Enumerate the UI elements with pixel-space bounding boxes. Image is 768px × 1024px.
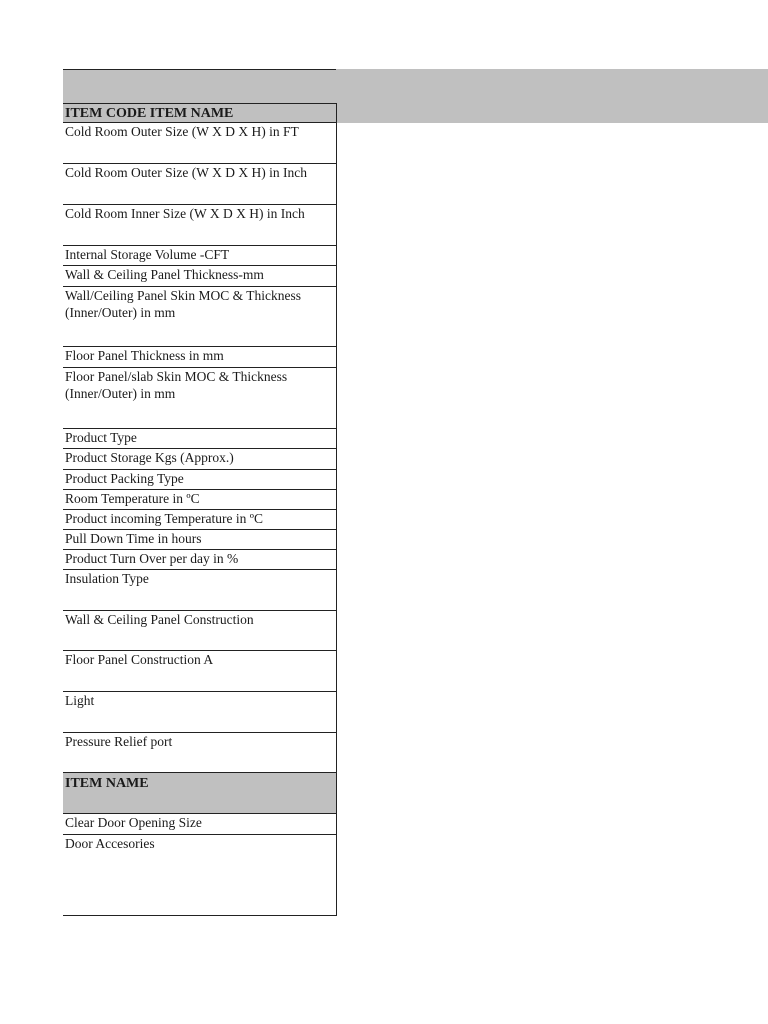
table-subheader: ITEM NAME	[63, 773, 336, 814]
table-row: Cold Room Inner Size (W X D X H) in Inch	[63, 205, 336, 246]
table-row: Wall & Ceiling Panel Construction	[63, 611, 336, 651]
table-row: Pressure Relief port	[63, 733, 336, 773]
table-row: Product incoming Temperature in ºC	[63, 510, 336, 530]
table-row: Door Accesories	[63, 835, 336, 916]
table-row: Product Turn Over per day in %	[63, 550, 336, 570]
table-row: Product Packing Type	[63, 470, 336, 490]
table-row: Internal Storage Volume -CFT	[63, 246, 336, 266]
table-row: Cold Room Outer Size (W X D X H) in FT	[63, 123, 336, 164]
table-header: ITEM CODE ITEM NAME	[63, 103, 336, 123]
table-row: Floor Panel Thickness in mm	[63, 347, 336, 368]
table-row: Floor Panel/slab Skin MOC & Thickness (Inner/Outer) in mm	[63, 368, 336, 429]
table-row: Floor Panel Construction A	[63, 651, 336, 692]
table-row: Pull Down Time in hours	[63, 530, 336, 550]
table-row: Wall & Ceiling Panel Thickness-mm	[63, 266, 336, 287]
spec-table	[63, 103, 337, 916]
header-band-left	[63, 69, 336, 104]
table-row: Light	[63, 692, 336, 733]
table-row: Insulation Type	[63, 570, 336, 611]
table-row: Product Storage Kgs (Approx.)	[63, 449, 336, 470]
table-row: Product Type	[63, 429, 336, 449]
table-row: Room Temperature in ºC	[63, 490, 336, 510]
table-row: Wall/Ceiling Panel Skin MOC & Thickness (Inner/Outer) in mm	[63, 287, 336, 347]
table-row: Cold Room Outer Size (W X D X H) in Inch	[63, 164, 336, 205]
table-row: Clear Door Opening Size	[63, 814, 336, 835]
